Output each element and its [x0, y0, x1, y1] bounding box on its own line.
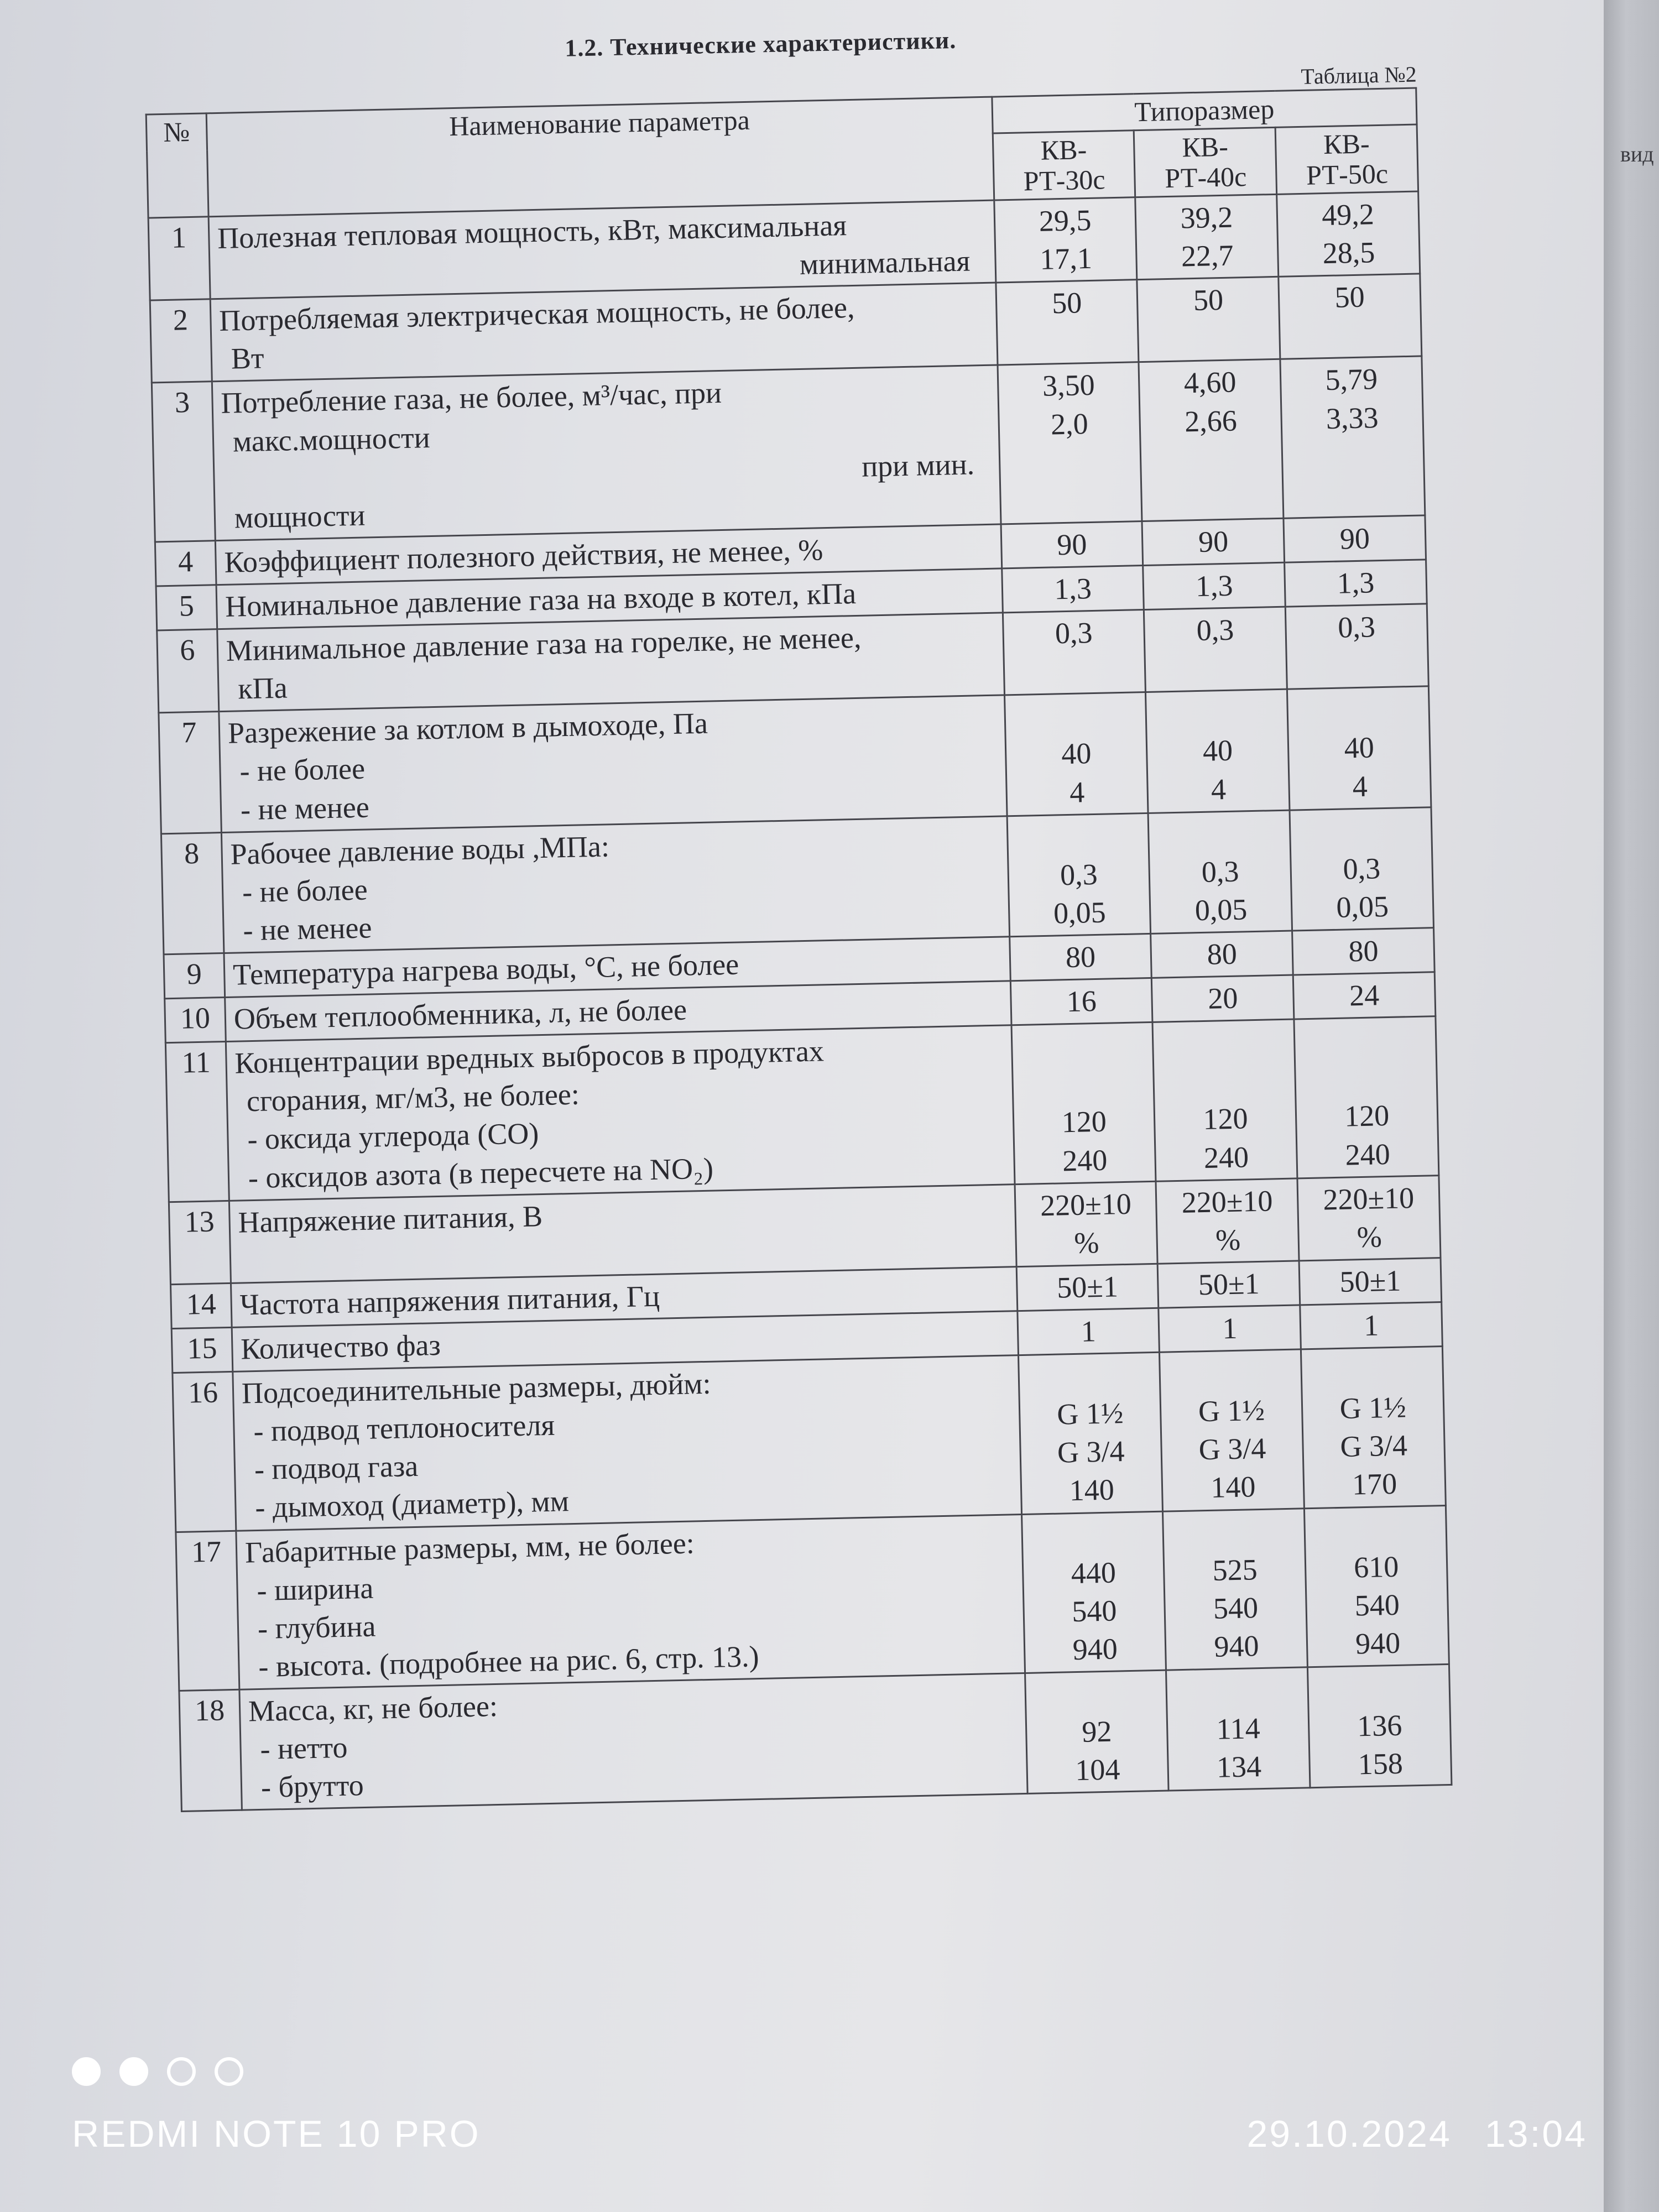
row-number: 10	[165, 998, 226, 1043]
parameter-line: - не более	[239, 752, 366, 788]
value: 0,3	[1055, 616, 1093, 650]
next-page-fragment: вид	[1620, 142, 1654, 166]
parameter-line: - нетто	[259, 1730, 348, 1766]
value-cell	[1294, 1016, 1439, 1178]
value: 240	[1203, 1140, 1249, 1175]
value: 540	[1071, 1594, 1117, 1628]
date: 29.10.2024	[1246, 2113, 1452, 2155]
row-number: 3	[152, 382, 215, 542]
parameter-line: минимальная	[799, 244, 971, 281]
value: 525	[1212, 1552, 1258, 1587]
value: 92	[1081, 1714, 1113, 1749]
value: 0,3	[1060, 857, 1098, 892]
value: 50	[1051, 286, 1082, 320]
value: 140	[1210, 1470, 1256, 1505]
value-cell	[1163, 1508, 1308, 1670]
value-cell	[1152, 1019, 1297, 1181]
value: 28,5	[1322, 236, 1375, 270]
value-cell	[1284, 515, 1426, 562]
parameter-line: Потребление газа, не более, м³/час, при	[220, 376, 722, 420]
row-number: 8	[161, 832, 223, 954]
value-cell	[1160, 1349, 1305, 1511]
table-row	[173, 1347, 1446, 1532]
value-cell	[1001, 521, 1143, 568]
timestamp	[1213, 2112, 1587, 2156]
dot-icon	[72, 2057, 101, 2086]
parameter-line: Вт	[231, 341, 265, 375]
dot-icon	[167, 2057, 196, 2086]
value-cell	[1016, 1264, 1159, 1311]
value-cell	[1297, 1175, 1441, 1261]
parameter-line: макс.мощности	[232, 420, 431, 458]
parameter-line: Габаритные размеры, мм, не более:	[244, 1526, 695, 1569]
value: 80	[1207, 937, 1238, 971]
value-cell	[1293, 972, 1435, 1019]
row-number: 15	[171, 1327, 233, 1373]
value: 120	[1061, 1105, 1107, 1139]
value: 1	[1081, 1314, 1097, 1348]
value: 17,1	[1039, 241, 1093, 276]
value: 50±1	[1198, 1266, 1260, 1302]
parameter-name	[239, 1673, 1027, 1810]
value-cell	[1137, 277, 1280, 363]
value: 50	[1193, 283, 1224, 317]
value: 0,3	[1342, 851, 1381, 886]
value: 1,3	[1053, 572, 1092, 606]
value: 220±10	[1040, 1187, 1132, 1222]
parameter-line: Количество фаз	[240, 1328, 441, 1366]
parameter-name	[221, 816, 1009, 953]
value: G 1½	[1198, 1393, 1265, 1428]
value-cell	[998, 362, 1142, 524]
value-cell	[1280, 356, 1425, 518]
value-cell	[1142, 518, 1284, 565]
value: 0,3	[1337, 610, 1376, 644]
parameter-line: - оксидов азота (в пересчете на NO₂)	[248, 1151, 714, 1194]
value: 80	[1065, 940, 1096, 974]
value-cell	[1139, 359, 1284, 521]
next-page-edge	[1604, 0, 1659, 2212]
parameter-line: Концентрации вредных выбросов в продуктах	[234, 1034, 825, 1080]
value-cell	[1287, 686, 1431, 810]
value-cell	[1007, 813, 1151, 937]
row-number: 9	[164, 953, 225, 998]
value-cell	[1308, 1664, 1452, 1788]
parameter-line: - подвод газа	[254, 1449, 419, 1486]
value: %	[1073, 1225, 1099, 1260]
document	[83, 16, 1474, 1814]
value: 610	[1353, 1550, 1399, 1584]
value-cell	[1135, 194, 1279, 280]
parameter-line: мощности	[234, 498, 366, 535]
value: 940	[1213, 1629, 1260, 1663]
parameter-line: Масса, кг, не более:	[248, 1689, 498, 1728]
value: G 3/4	[1339, 1428, 1408, 1464]
row-number: 1	[148, 217, 210, 300]
value-cell	[1151, 931, 1293, 978]
value-cell	[1158, 1261, 1300, 1308]
value-cell	[996, 280, 1139, 366]
value: 4	[1211, 772, 1227, 806]
value: 220±10	[1181, 1184, 1274, 1219]
value-cell	[1018, 1308, 1160, 1355]
value: 1,3	[1195, 568, 1234, 603]
value: 0,3	[1201, 854, 1239, 889]
value-cell	[1290, 807, 1433, 931]
value: 1	[1222, 1311, 1238, 1345]
row-number: 2	[150, 299, 212, 383]
header-no: №	[146, 113, 208, 218]
header-group: Типоразмер	[992, 88, 1417, 133]
header-model: КВ-РТ-50с	[1275, 124, 1418, 194]
value-cell	[1277, 191, 1420, 277]
value-cell	[1146, 689, 1290, 813]
parameter-line: при мин.	[861, 447, 975, 483]
value: 220±10	[1322, 1181, 1415, 1217]
value: 114	[1215, 1712, 1261, 1746]
value: 1	[1363, 1308, 1379, 1342]
row-number: 14	[170, 1283, 232, 1328]
value: 0,3	[1196, 613, 1234, 648]
parameter-name	[226, 1025, 1015, 1201]
value-cell	[1004, 692, 1148, 816]
row-number: 11	[165, 1042, 229, 1202]
value: %	[1357, 1220, 1383, 1254]
value-cell	[1001, 566, 1144, 613]
parameter-name	[219, 695, 1007, 832]
parameter-line: Минимальное давление газа на горелке, не менее,	[226, 620, 862, 667]
specifications-table	[145, 87, 1453, 1813]
value-cell	[1156, 1178, 1299, 1264]
value: 22,7	[1181, 238, 1234, 273]
parameter-line: - не более	[242, 873, 368, 909]
value-cell	[1305, 1505, 1449, 1667]
value: 2,66	[1184, 404, 1238, 438]
value: 120	[1202, 1102, 1249, 1136]
row-number: 16	[173, 1371, 236, 1532]
parameter-name	[208, 200, 996, 299]
parameter-line: Разрежение за котлом в дымоходе, Па	[227, 706, 708, 750]
parameter-line: Напряжение питания, В	[237, 1199, 543, 1239]
value: 140	[1069, 1473, 1115, 1507]
value: G 3/4	[1057, 1434, 1125, 1469]
value-cell	[1301, 1347, 1446, 1509]
parameter-line: - глубина	[257, 1609, 376, 1645]
parameter-line: Объем теплообменника, л, не более	[233, 993, 687, 1036]
camera-watermark	[0, 2046, 1659, 2212]
parameter-line: - не менее	[240, 790, 370, 826]
parameter-line: Потребляемая электрическая мощность, не более,	[218, 291, 855, 338]
value: 40	[1344, 731, 1375, 765]
value: 1,3	[1337, 566, 1375, 600]
value-cell	[1299, 1258, 1441, 1305]
value: 29,5	[1039, 203, 1092, 238]
value-cell	[1021, 1511, 1166, 1673]
parameter-name	[236, 1514, 1025, 1689]
value-cell	[994, 197, 1137, 283]
value: 3,50	[1042, 368, 1095, 403]
value-cell	[1143, 562, 1285, 609]
value-cell	[1285, 560, 1427, 607]
table-row	[176, 1505, 1449, 1691]
value: 540	[1354, 1588, 1400, 1623]
parameter-line: - ширина	[256, 1571, 374, 1607]
value: G 1½	[1056, 1396, 1124, 1431]
value-cell	[1144, 607, 1287, 692]
value: 50±1	[1339, 1264, 1401, 1298]
parameter-line: - брутто	[260, 1768, 364, 1804]
value-cell	[1292, 928, 1434, 975]
section-title: 1.2. Технические характеристики.	[564, 26, 957, 62]
value: 240	[1062, 1143, 1108, 1177]
time: 13:04	[1484, 2113, 1587, 2155]
header-name: Наименование параметра	[206, 97, 994, 217]
value: 940	[1072, 1632, 1118, 1666]
value: 134	[1216, 1750, 1262, 1784]
parameter-name	[217, 613, 1005, 712]
parameter-line: Частота напряжения питания, Гц	[239, 1279, 660, 1322]
table-label: Таблица №2	[1300, 61, 1417, 89]
value: 5,79	[1324, 362, 1378, 397]
value: 136	[1357, 1708, 1402, 1743]
value-cell	[1300, 1302, 1442, 1349]
parameter-name	[229, 1184, 1016, 1283]
value-cell	[1018, 1352, 1163, 1514]
value: 158	[1358, 1746, 1404, 1781]
value: G 3/4	[1198, 1432, 1266, 1467]
row-number: 17	[176, 1531, 239, 1691]
watermark-dots	[72, 2057, 262, 2089]
header-model: КВ-РТ-40с	[1134, 127, 1277, 197]
value: 90	[1198, 524, 1229, 559]
value: 4,60	[1183, 365, 1237, 400]
value-cell	[1152, 975, 1294, 1022]
value: 240	[1345, 1137, 1391, 1172]
value: 2,0	[1050, 406, 1089, 441]
table-row	[165, 1016, 1439, 1202]
value: 49,2	[1321, 197, 1375, 232]
value: 3,33	[1326, 400, 1379, 435]
parameter-line: - высота. (подробнее на рис. 6, стр. 13.)	[258, 1639, 760, 1683]
value-cell	[1025, 1670, 1168, 1794]
value-cell	[1159, 1305, 1301, 1352]
row-number: 7	[159, 712, 221, 834]
value: 20	[1207, 981, 1239, 1015]
parameter-line: Коэффициент полезного действия, не менее, %	[223, 533, 823, 579]
value-cell	[1003, 610, 1146, 696]
value: 16	[1066, 984, 1097, 1019]
table-row	[152, 356, 1425, 541]
dot-icon	[215, 2057, 243, 2086]
parameter-line: Полезная тепловая мощность, кВт, максимальная	[217, 208, 847, 255]
value: %	[1215, 1223, 1241, 1257]
header-model: КВ-РТ-30с	[993, 131, 1135, 200]
value-cell	[1166, 1667, 1310, 1791]
value: 4	[1069, 775, 1085, 809]
parameter-name	[210, 283, 998, 382]
value-cell	[1279, 274, 1422, 359]
row-number: 18	[179, 1689, 242, 1812]
value-cell	[1011, 1022, 1156, 1185]
parameter-line: Рабочее давление воды ,МПа:	[230, 830, 610, 871]
parameter-line: Температура нагрева воды, °С, не более	[232, 947, 739, 992]
value: 940	[1355, 1626, 1401, 1661]
parameter-line: Подсоединительные размеры, дюйм:	[241, 1366, 712, 1410]
device-model: REDMI NOTE 10 PRO	[72, 2113, 481, 2155]
parameter-line: - оксида углерода (СО)	[247, 1117, 539, 1156]
value: 170	[1352, 1467, 1397, 1501]
dot-icon	[119, 2057, 148, 2086]
value: 120	[1344, 1099, 1390, 1134]
parameter-line: Номинальное давление газа на входе в котел, кПа	[225, 576, 857, 623]
value: 40	[1061, 737, 1092, 771]
value-cell	[1285, 604, 1428, 690]
row-number: 5	[156, 585, 217, 630]
parameter-name	[233, 1355, 1022, 1531]
row-number: 6	[157, 629, 219, 713]
value-cell	[1015, 1181, 1158, 1267]
table-row	[179, 1664, 1452, 1811]
parameter-line: - подвод теплоносителя	[253, 1408, 555, 1448]
value: 50±1	[1056, 1270, 1119, 1305]
parameter-line: сгорания, мг/м3, не более:	[246, 1077, 580, 1118]
table-body	[148, 191, 1452, 1812]
value: 540	[1213, 1590, 1259, 1625]
value: 0,05	[1053, 895, 1107, 930]
value: 0,05	[1335, 889, 1389, 924]
value-cell	[1010, 978, 1152, 1025]
value: 24	[1349, 978, 1380, 1013]
value-cell	[1009, 933, 1151, 980]
row-number: 4	[155, 541, 216, 586]
value: 104	[1074, 1752, 1120, 1787]
value: G 1½	[1339, 1390, 1407, 1426]
value: 90	[1056, 528, 1088, 562]
parameter-line: кПа	[237, 671, 288, 706]
value: 50	[1334, 280, 1365, 314]
row-number: 13	[169, 1201, 231, 1284]
parameter-line: - не менее	[242, 911, 372, 947]
value: 0,05	[1194, 893, 1248, 927]
parameter-line: - дымоход (диаметр), мм	[254, 1484, 570, 1525]
parameter-name	[212, 365, 1001, 540]
value: 39,2	[1180, 200, 1233, 235]
value: 80	[1348, 934, 1379, 968]
value: 4	[1352, 769, 1368, 803]
value: 90	[1339, 521, 1370, 556]
value: 40	[1202, 734, 1233, 768]
value-cell	[1148, 810, 1292, 934]
value: 440	[1071, 1556, 1117, 1590]
